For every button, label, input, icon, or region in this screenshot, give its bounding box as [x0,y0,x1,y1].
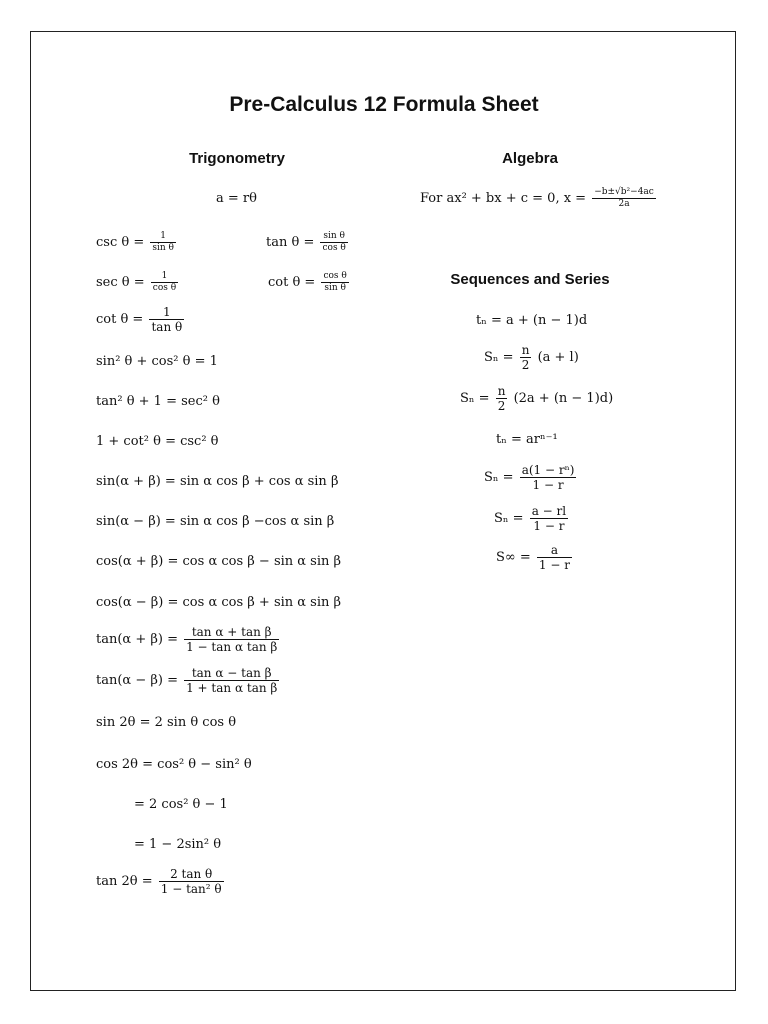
formula-arithmetic-sum-1: Sₙ = $\frac{n}{2}$ (a + l) [484,343,579,372]
formula-geometric-infinite-sum: S∞ = $\frac{a}{1 - r}$ [496,543,570,572]
heading-sequences-series: Sequences and Series [450,271,610,288]
formula-tan-double: tan 2θ = $\frac{\text{2 tan θ}}{\text{1 − tan² θ}}$ [96,867,222,896]
formula-sin-double: sin 2θ = 2 sin θ cos θ [96,715,237,730]
formula-geometric-term: tₙ = arⁿ⁻¹ [496,432,558,447]
formula-cot: cot θ = $\frac{\text{cos θ}}{\text{sin θ}}$ [268,271,347,293]
formula-arc-length: a = rθ [216,191,257,206]
page-title: Pre-Calculus 12 Formula Sheet [229,93,539,116]
formula-pythagorean-3: 1 + cot² θ = csc² θ [96,434,219,449]
formula-sin-difference: sin(α − β) = sin α cos β −cos α sin β [96,514,335,529]
formula-pythagorean-1: sin² θ + cos² θ = 1 [96,354,218,369]
formula-geometric-sum-1: Sₙ = $\frac{\text{a(1 − rⁿ)}}{1 - r}$ [484,463,575,492]
heading-trigonometry: Trigonometry [189,150,285,167]
formula-tan-difference: tan(α − β) = $\frac{\text{tan α − tan β}}{\text{1 + tan α tan β}}$ [96,666,278,695]
formula-arithmetic-sum-2: Sₙ = $\frac{n}{2}$ (2a + (n − 1)d) [460,384,614,413]
formula-tan: tan θ = $\frac{\text{sin θ}}{\text{cos θ}}$ [266,231,346,253]
formula-cos-double: cos 2θ = cos² θ − sin² θ [96,757,252,772]
formula-cot-reciprocal: cot θ = $\frac{1}{\text{tan θ}}$ [96,305,183,334]
formula-tan-sum: tan(α + β) = $\frac{\text{tan α + tan β}}{\text{1 − tan α tan β}}$ [96,625,278,654]
formula-cos-double-alt-2: = 1 − 2sin² θ [134,837,222,852]
formula-cos-double-alt-1: = 2 cos² θ − 1 [134,797,228,812]
formula-sec: sec θ = $\frac{1}{\text{cos θ}}$ [96,271,177,293]
heading-algebra: Algebra [502,150,558,167]
formula-arithmetic-term: tₙ = a + (n − 1)d [476,313,588,328]
formula-sin-sum: sin(α + β) = sin α cos β + cos α sin β [96,474,339,489]
formula-quadratic: For ax² + bx + c = 0, x = $\frac{\text{−b±√b²−4ac}}{2a}$ [420,187,654,209]
formula-cos-difference: cos(α − β) = cos α cos β + sin α sin β [96,595,342,610]
formula-geometric-sum-2: Sₙ = $\frac{a - rl}{1 - r}$ [494,504,567,533]
formula-pythagorean-2: tan² θ + 1 = sec² θ [96,394,220,409]
formula-csc: csc θ = $\frac{1}{\text{sin θ}}$ [96,231,174,253]
formula-cos-sum: cos(α + β) = cos α cos β − sin α sin β [96,554,342,569]
